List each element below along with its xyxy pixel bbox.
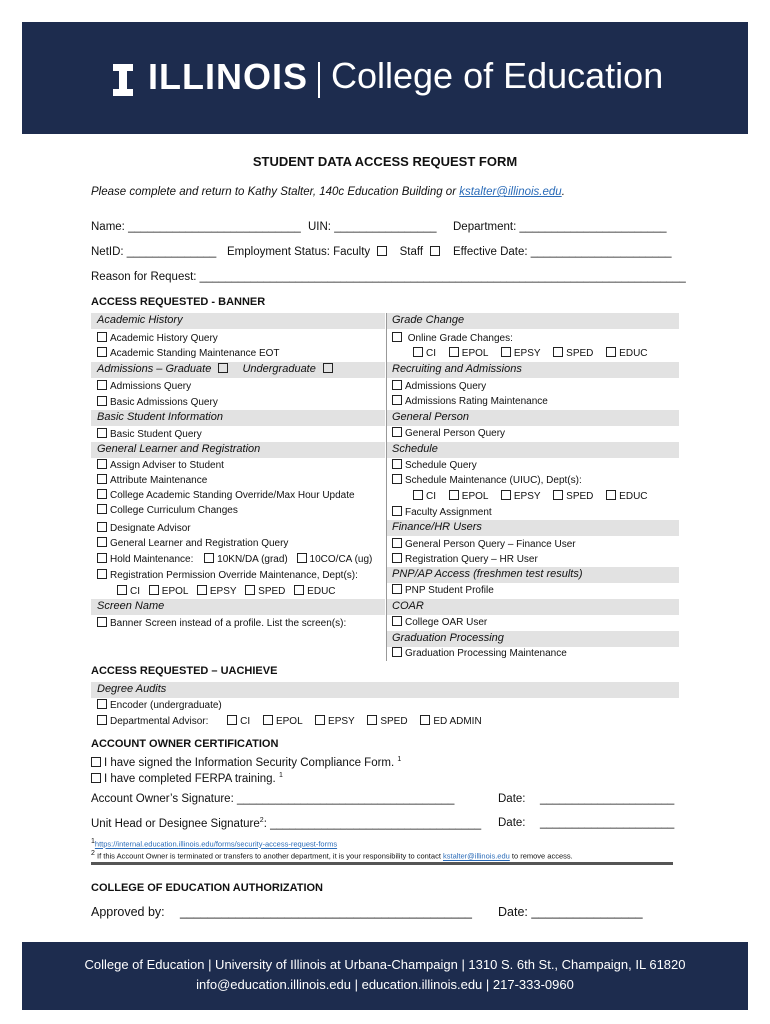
netid-field[interactable]: NetID: ______________ <box>91 246 217 258</box>
authorization-heading: COLLEGE OF EDUCATION AUTHORIZATION <box>91 882 324 894</box>
option-gp-finance[interactable]: General Person Query – Finance User <box>392 538 576 550</box>
uin-field[interactable]: UIN: ________________ <box>308 221 437 233</box>
category-band <box>91 682 679 698</box>
category-degree-audits: Degree Audits <box>97 683 167 695</box>
owner-signature-field[interactable]: Account Owner’s Signature: __________________________________ <box>91 793 455 805</box>
option-glr-query[interactable]: General Learner and Registration Query <box>97 537 288 549</box>
category-schedule: Schedule <box>392 443 438 455</box>
category-band <box>387 599 679 615</box>
dept-checkbox[interactable] <box>553 490 563 500</box>
graduate-checkbox[interactable] <box>218 363 228 373</box>
section-divider <box>91 862 673 865</box>
reason-field[interactable]: Reason for Request: ____________________________________________________________________________ <box>91 271 686 283</box>
footnote-1: $^1$https://internal.education.illinois.edu/forms/security-access-request-forms <box>91 838 338 849</box>
dept-checkbox[interactable] <box>367 715 377 725</box>
security-compliance-checkbox[interactable]: I have signed the Information Security Compliance Form. $^1$ <box>91 756 401 769</box>
dept-checkbox[interactable] <box>449 490 459 500</box>
approved-by-label: Approved by: <box>91 905 165 919</box>
owner-date-field[interactable]: _____________________ <box>540 793 675 805</box>
dept-checkbox[interactable] <box>117 585 127 595</box>
option-graduation-maintenance[interactable]: Graduation Processing Maintenance <box>392 647 567 659</box>
dept-checkbox[interactable] <box>294 585 304 595</box>
registration-dept-options: CI EPOL EPSY SPED EDUC <box>117 585 336 597</box>
footer-banner <box>22 942 748 1010</box>
owner-date-label: Date: <box>498 793 526 805</box>
option-pnp-profile[interactable]: PNP Student Profile <box>392 584 494 596</box>
head-date-label: Date: <box>498 817 526 829</box>
hold-ug-checkbox[interactable] <box>297 553 307 563</box>
form-instructions <box>91 186 565 198</box>
footnote-2: $^2$ If this Account Owner is terminated or transfers to another department, it is your responsibility to contact kstalter@illinois.edu to remove access. <box>91 850 573 861</box>
footnote-email-link[interactable]: kstalter@illinois.edu <box>442 851 510 861</box>
option-admissions-rating[interactable]: Admissions Rating Maintenance <box>392 395 548 407</box>
dept-checkbox[interactable] <box>501 347 511 357</box>
college-name: College of Education <box>331 55 664 96</box>
option-basic-student-query[interactable]: Basic Student Query <box>97 428 202 440</box>
category-pnp: PNP/AP Access (freshmen test results) <box>392 568 583 580</box>
ferpa-training-checkbox[interactable]: I have completed FERPA training. $^1$ <box>91 772 283 785</box>
banner-section-heading: ACCESS REQUESTED - BANNER <box>91 296 266 308</box>
dept-checkbox[interactable] <box>420 715 430 725</box>
dept-checkbox[interactable] <box>501 490 511 500</box>
employment-faculty-label: Employment Status: Faculty <box>227 246 371 258</box>
option-college-override[interactable]: College Academic Standing Override/Max Hour Update <box>97 489 355 501</box>
employment-staff-label: Staff <box>399 246 424 258</box>
instructions-text: Please complete and return to Kathy Stalter, 140c Education Building or <box>91 186 460 198</box>
option-registration-override[interactable]: Registration Permission Override Maintenance, Dept(s): <box>97 569 358 581</box>
option-attribute-maintenance[interactable]: Attribute Maintenance <box>97 474 207 486</box>
footer-address: College of Education | University of Illinois at Urbana-Champaign | 1310 S. 6th St., Champaign, IL 61820 <box>84 957 686 972</box>
dept-checkbox[interactable] <box>553 347 563 357</box>
option-academic-standing-eot[interactable]: Academic Standing Maintenance EOT <box>97 347 280 359</box>
option-admissions-query[interactable]: Admissions Query <box>392 380 486 392</box>
option-online-grade-changes[interactable]: Online Grade Changes: <box>392 332 513 344</box>
category-grade-change: Grade Change <box>392 314 465 326</box>
contact-email-link[interactable]: kstalter@illinois.edu <box>459 186 562 198</box>
footer-contact: info@education.illinois.edu | education.illinois.edu | 217-333-0960 <box>196 977 574 992</box>
undergraduate-checkbox[interactable] <box>323 363 333 373</box>
effective-date-field[interactable]: Effective Date: ______________________ <box>453 246 672 258</box>
dept-checkbox[interactable] <box>149 585 159 595</box>
dept-checkbox[interactable] <box>413 490 423 500</box>
logo-divider <box>318 62 320 98</box>
category-screen-name: Screen Name <box>97 600 165 612</box>
faculty-checkbox[interactable] <box>377 246 387 256</box>
illinois-block-i-logo <box>113 64 133 96</box>
option-admissions-query[interactable]: Admissions Query <box>97 380 191 392</box>
option-general-person-query[interactable]: General Person Query <box>392 427 505 439</box>
approved-by-field[interactable]: __________________________________________ <box>180 905 472 919</box>
employment-status-label <box>227 246 443 258</box>
option-banner-screen[interactable]: Banner Screen instead of a profile. List the screen(s): <box>97 617 346 629</box>
dept-checkbox[interactable] <box>606 490 616 500</box>
option-schedule-query[interactable]: Schedule Query <box>392 459 477 471</box>
hold-grad-checkbox[interactable] <box>204 553 214 563</box>
head-date-field[interactable]: _____________________ <box>540 817 675 829</box>
option-curriculum-changes[interactable]: College Curriculum Changes <box>97 504 238 516</box>
option-academic-history-query[interactable]: Academic History Query <box>97 332 218 344</box>
option-assign-adviser[interactable]: Assign Adviser to Student <box>97 459 224 471</box>
department-field[interactable]: Department: _______________________ <box>453 221 667 233</box>
name-field[interactable]: Name: ___________________________ <box>91 221 301 233</box>
option-college-oar-user[interactable]: College OAR User <box>392 616 487 628</box>
form-title: STUDENT DATA ACCESS REQUEST FORM <box>252 154 518 169</box>
security-forms-link[interactable]: https://internal.education.illinois.edu/forms/security-access-request-forms <box>94 839 338 849</box>
approval-date-field[interactable]: Date: ________________ <box>498 905 643 919</box>
dept-checkbox[interactable] <box>606 347 616 357</box>
option-registration-hr[interactable]: Registration Query – HR User <box>392 553 538 565</box>
logo-wordmark: ILLINOIS <box>148 56 308 97</box>
category-recruiting: Recruiting and Admissions <box>392 363 522 375</box>
category-general-person: General Person <box>392 411 470 423</box>
category-academic-history: Academic History <box>97 314 183 326</box>
dept-checkbox[interactable] <box>197 585 207 595</box>
category-finance-hr: Finance/HR Users <box>392 521 482 533</box>
option-departmental-advisor[interactable]: Departmental Advisor: CI EPOL EPSY SPED ED ADMIN <box>97 715 482 727</box>
category-graduation: Graduation Processing <box>392 632 504 644</box>
dept-checkbox[interactable] <box>245 585 255 595</box>
category-admissions: Admissions – Graduate Undergraduate <box>97 363 336 375</box>
dept-checkbox[interactable] <box>413 347 423 357</box>
option-designate-advisor[interactable]: Designate Advisor <box>97 522 191 534</box>
option-schedule-maintenance[interactable]: Schedule Maintenance (UIUC), Dept(s): <box>392 474 582 486</box>
grade-dept-options: CI EPOL EPSY SPED EDUC <box>413 347 648 359</box>
option-hold-maintenance[interactable]: Hold Maintenance: 10KN/DA (grad) 10CO/CA (ug) <box>97 553 372 565</box>
schedule-dept-options: CI EPOL EPSY SPED EDUC <box>413 490 648 502</box>
staff-checkbox[interactable] <box>430 246 440 256</box>
uachieve-section-heading: ACCESS REQUESTED – UACHIEVE <box>91 665 278 677</box>
instructions-end: . <box>561 186 565 198</box>
option-basic-admissions-query[interactable]: Basic Admissions Query <box>97 396 218 408</box>
category-basic-student-info: Basic Student Information <box>97 411 223 423</box>
dept-checkbox[interactable] <box>315 715 325 725</box>
category-general-learner: General Learner and Registration <box>97 443 261 455</box>
category-coar: COAR <box>392 600 424 612</box>
head-signature-field[interactable]: Unit Head or Designee Signature$^2$: _________________________________ <box>91 817 482 830</box>
dept-checkbox[interactable] <box>449 347 459 357</box>
option-faculty-assignment[interactable]: Faculty Assignment <box>392 506 492 518</box>
option-encoder[interactable]: Encoder (undergraduate) <box>97 699 222 711</box>
certification-heading: ACCOUNT OWNER CERTIFICATION <box>91 738 279 750</box>
dept-checkbox[interactable] <box>263 715 273 725</box>
dept-checkbox[interactable] <box>227 715 237 725</box>
